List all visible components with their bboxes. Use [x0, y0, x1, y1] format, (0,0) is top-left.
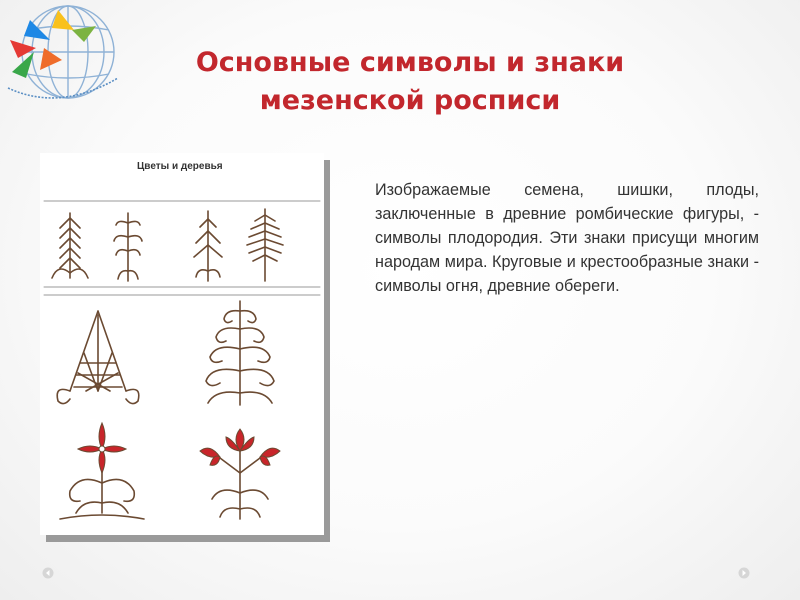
title-line-1: Основные символы и знаки: [195, 47, 625, 78]
small-tree-1: [52, 213, 88, 278]
globe-logo-icon: [0, 0, 130, 110]
next-slide-icon: [738, 567, 750, 579]
small-tree-3: [194, 211, 222, 281]
title-line-2: мезенской росписи: [259, 85, 561, 116]
prev-slide-icon: [42, 567, 54, 579]
organization-logo: [0, 0, 130, 110]
large-tree-right: [206, 301, 274, 405]
prev-slide-button[interactable]: [42, 566, 54, 578]
ornament-illustration: [40, 153, 324, 535]
next-slide-button[interactable]: [738, 566, 750, 578]
slide-title: [150, 44, 670, 120]
small-tree-2: [114, 213, 142, 281]
mezen-ornament-drawing: [40, 153, 324, 535]
slide-body-text: Изображаемые семена, шишки, плоды, заключенные в древние ромбические фигуры, - символы плодородия. Эти знаки присущи многим народам мира. Круговые и крестообразные знаки - символы огня, древние обереги.: [375, 181, 759, 295]
illustration-caption: Цветы и деревья: [137, 161, 223, 172]
flower-right: [212, 451, 268, 519]
small-tree-4: [247, 209, 283, 281]
large-tree-left: [57, 311, 139, 404]
